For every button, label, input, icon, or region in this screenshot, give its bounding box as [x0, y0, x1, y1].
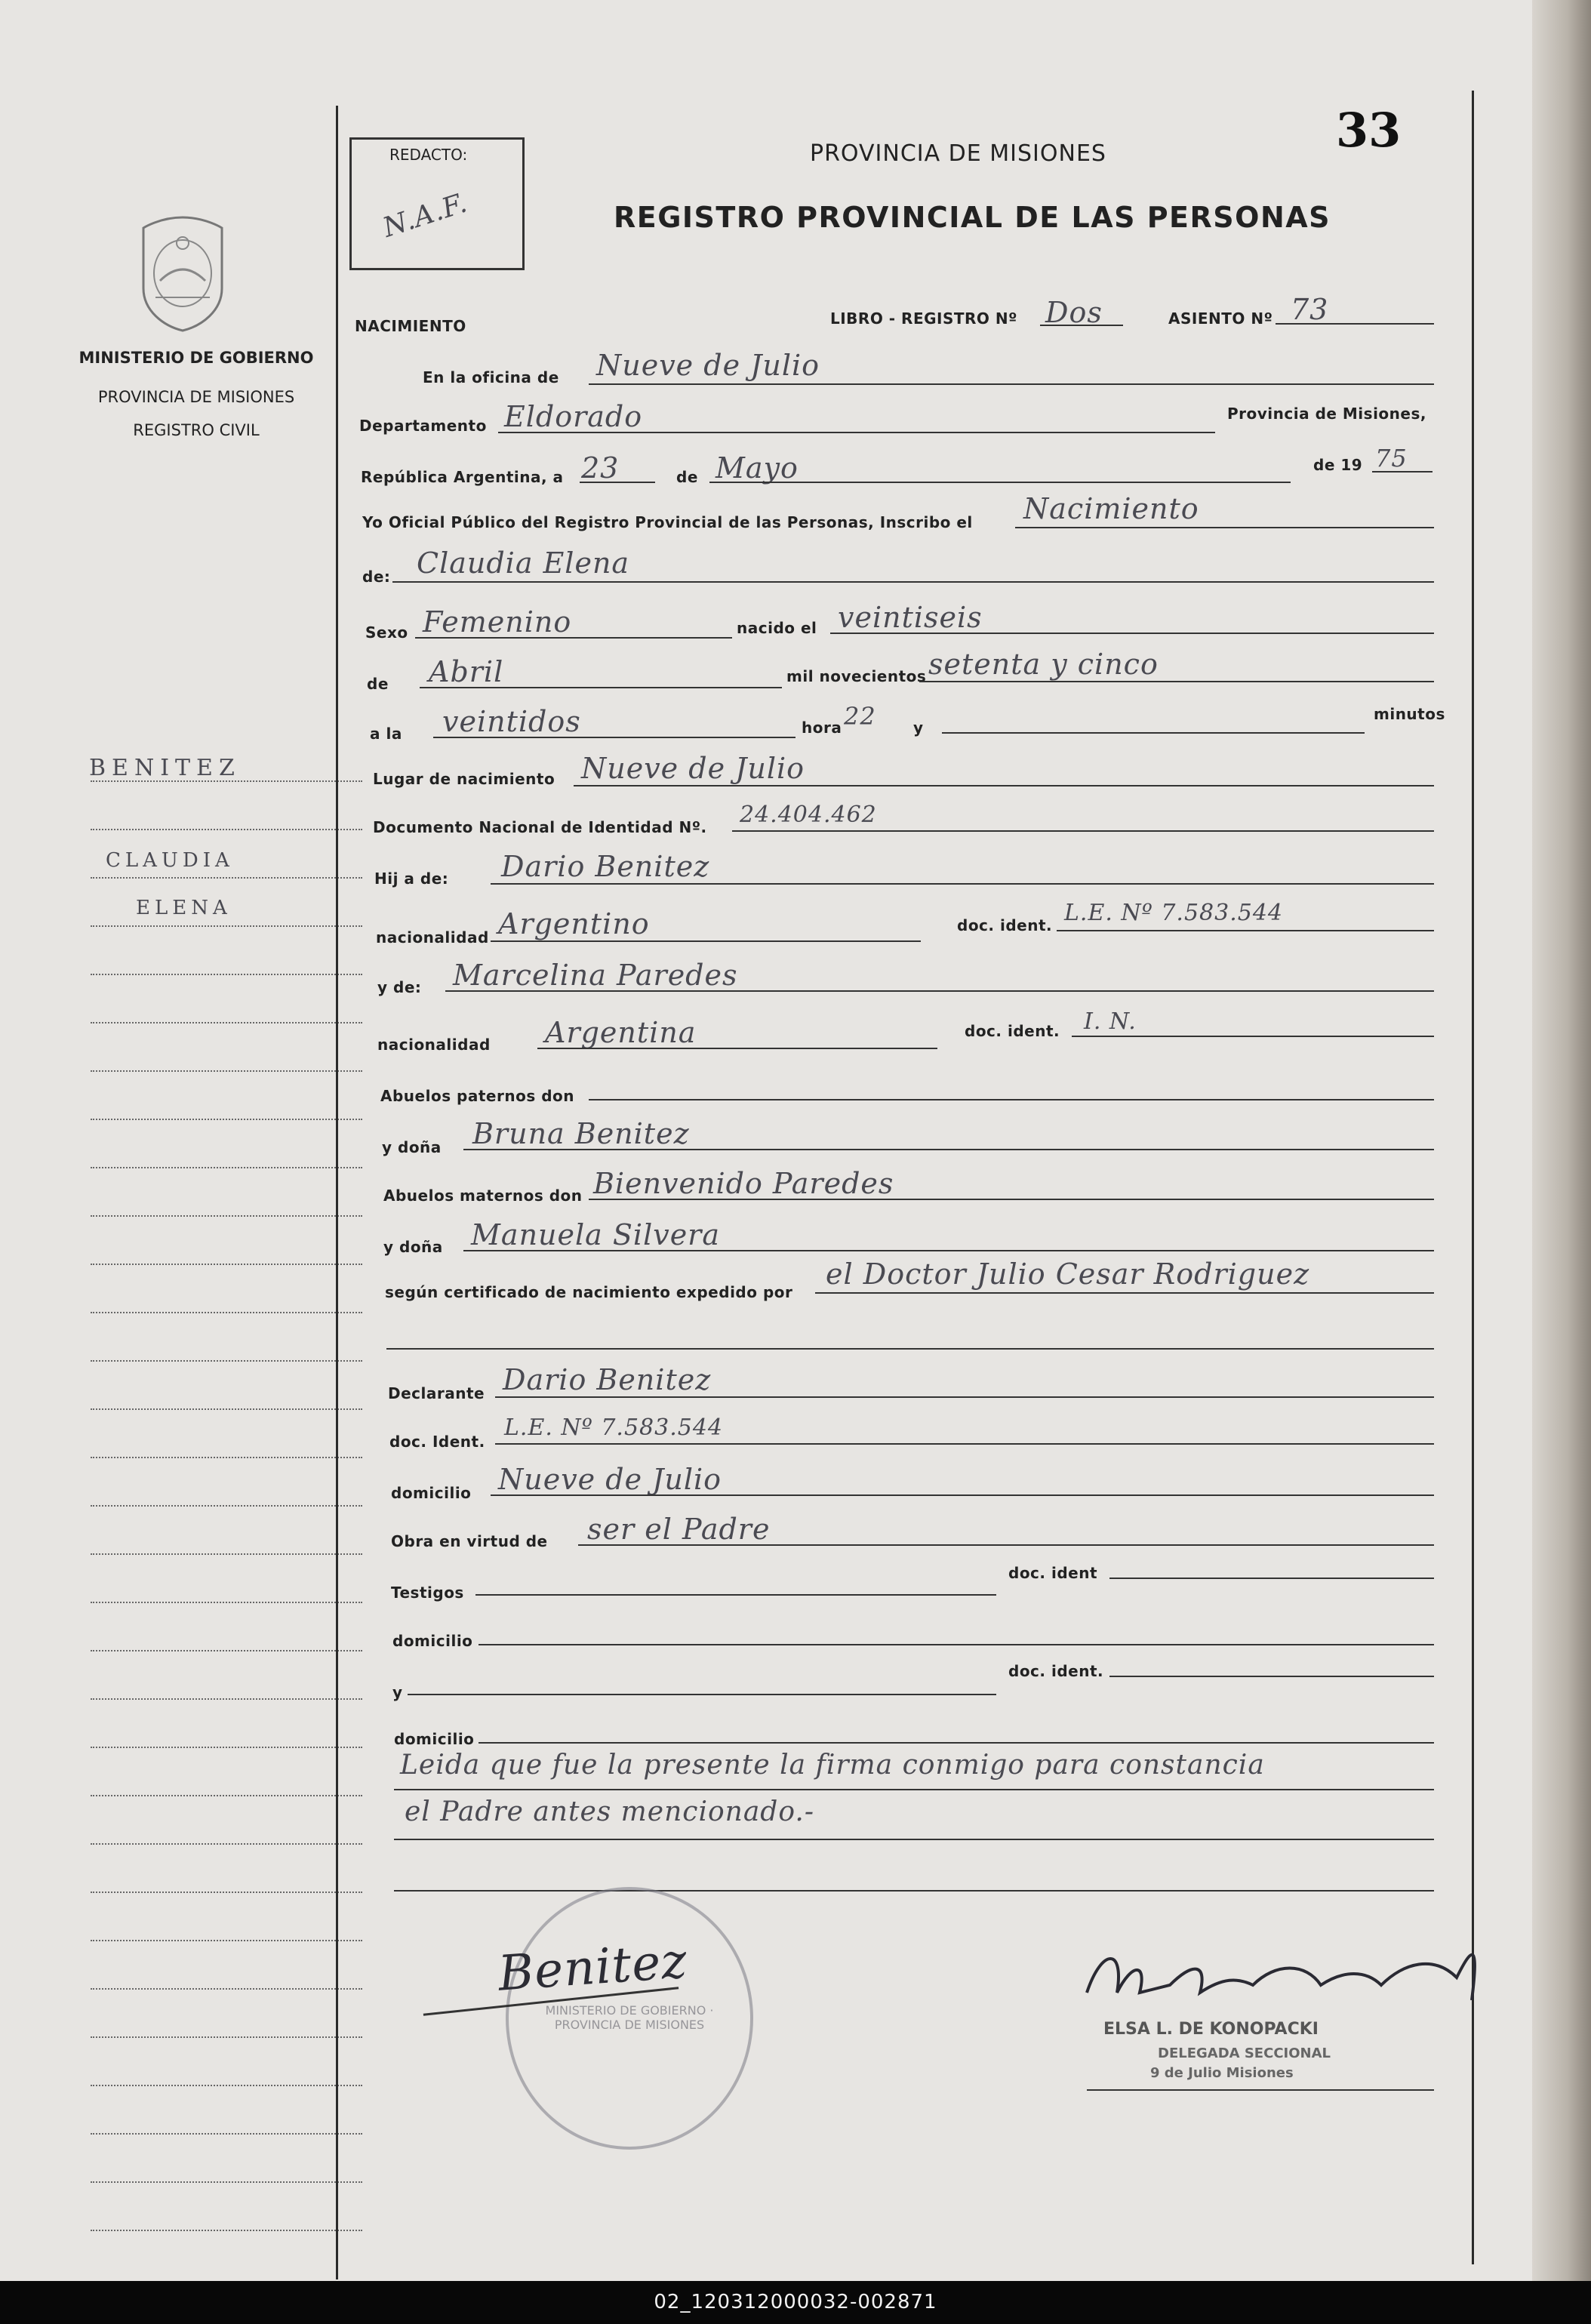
- hora-label: hora: [802, 719, 842, 737]
- coat-of-arms-emblem: [130, 213, 235, 334]
- y-label: y: [913, 719, 924, 737]
- libro-label: LIBRO - REGISTRO Nº: [830, 309, 1017, 328]
- ab-mat-dona: Manuela Silvera: [471, 1218, 721, 1251]
- margin-line: [91, 1698, 362, 1700]
- hora-value: 22: [844, 702, 876, 731]
- y-t2-label: y: [392, 1683, 403, 1701]
- lugar-value: Nueve de Julio: [581, 752, 805, 785]
- doc-ident-t2-label: doc. ident.: [1008, 1662, 1104, 1680]
- margin-line: [91, 1940, 362, 1941]
- margin-line: [91, 829, 362, 830]
- sidebar-province: PROVINCIA DE MISIONES: [97, 388, 295, 406]
- hora-letras-value: veintidos: [442, 705, 581, 738]
- margin-line: [91, 2181, 362, 2183]
- nacido-label: nacido el: [737, 619, 817, 637]
- nac1-value: Argentino: [498, 907, 650, 940]
- margin-line: [91, 877, 362, 879]
- dia-value: 23: [581, 451, 620, 485]
- nacido-mes-value: Abril: [429, 655, 504, 688]
- de-mes-label: de: [367, 675, 389, 693]
- sexo-value: Femenino: [423, 605, 572, 639]
- ab-pat-dona: Bruna Benitez: [472, 1117, 690, 1150]
- margin-line: [91, 1360, 362, 1362]
- page-number: 33: [1336, 103, 1402, 158]
- madre-value: Marcelina Paredes: [453, 959, 738, 992]
- margin-line: [91, 2036, 362, 2038]
- margin-line: [91, 1457, 362, 1458]
- oficina-value: Nueve de Julio: [596, 349, 820, 382]
- y-de-label: y de:: [377, 978, 422, 996]
- oficial-text: Yo Oficial Público del Registro Provincial de las Personas, Inscribo el: [362, 513, 973, 531]
- ab-pat-label: Abuelos paternos don: [380, 1087, 575, 1105]
- ab-mat-label: Abuelos maternos don: [383, 1187, 583, 1205]
- nac1-label: nacionalidad: [376, 928, 489, 947]
- anio-prefix: de 19: [1313, 456, 1363, 474]
- sexo-label: Sexo: [365, 623, 408, 642]
- margin-name-1: CLAUDIA: [106, 849, 234, 872]
- departamento-value: Eldorado: [504, 400, 643, 433]
- margin-line: [91, 1795, 362, 1796]
- oficina-label: En la oficina de: [423, 368, 559, 386]
- obra-label: Obra en virtud de: [391, 1532, 548, 1550]
- ab-mat-don: Bienvenido Paredes: [593, 1167, 894, 1200]
- provincia-suffix: Provincia de Misiones,: [1227, 405, 1426, 423]
- asiento-value: 73: [1291, 293, 1329, 326]
- redacto-box: [349, 137, 525, 270]
- certificado-value: el Doctor Julio Cesar Rodriguez: [826, 1257, 1310, 1291]
- image-id-footer: 02_120312000032-002871: [0, 2281, 1591, 2324]
- domicilio-t1-label: domicilio: [392, 1632, 473, 1650]
- testigos-label: Testigos: [391, 1584, 464, 1602]
- margin-line: [91, 1747, 362, 1748]
- margin-line: [91, 974, 362, 975]
- inscripcion-value: Nacimiento: [1023, 492, 1199, 525]
- padre-value: Dario Benitez: [501, 850, 710, 883]
- de-label: de: [676, 468, 698, 486]
- margin-name-2: ELENA: [136, 897, 232, 919]
- margin-line: [91, 1843, 362, 1845]
- declarante-value: Dario Benitez: [503, 1363, 712, 1396]
- margin-line: [91, 2085, 362, 2086]
- departamento-label: Departamento: [359, 417, 487, 435]
- act-type: NACIMIENTO: [355, 317, 466, 335]
- header-province: PROVINCIA DE MISIONES: [810, 140, 1106, 167]
- official-signature-scribble: [1079, 1932, 1487, 2023]
- margin-line: [91, 925, 362, 927]
- margin-line: [91, 1264, 362, 1265]
- dni-label: Documento Nacional de Identidad Nº.: [373, 818, 707, 836]
- margin-line: [91, 1070, 362, 1072]
- margin-line: [91, 2133, 362, 2135]
- official-stamp-name: ELSA L. DE KONOPACKI: [1103, 2020, 1319, 2039]
- doc-ident-t1-label: doc. ident: [1008, 1564, 1098, 1582]
- anio-value: 75: [1375, 444, 1408, 472]
- observaciones-line-2: el Padre antes mencionado.-: [405, 1796, 814, 1827]
- redacto-value: N.A.F.: [379, 187, 472, 244]
- margin-line: [91, 1602, 362, 1603]
- binding-edge: [1532, 0, 1591, 2281]
- doc2-value: I. N.: [1084, 1008, 1137, 1035]
- official-stamp-role: DELEGADA SECCIONAL: [1158, 2045, 1331, 2061]
- anio-letras-value: setenta y cinco: [928, 648, 1159, 681]
- declarante-signature: Benitez: [496, 1933, 690, 2002]
- official-stamp-place: 9 de Julio Misiones: [1150, 2065, 1294, 2081]
- hijo-label: Hij a de:: [374, 870, 449, 888]
- nombre-value: Claudia Elena: [417, 546, 630, 580]
- margin-line: [91, 1988, 362, 1990]
- margin-line: [91, 1119, 362, 1120]
- libro-value: Dos: [1045, 296, 1103, 329]
- certificado-label: según certificado de nacimiento expedido por: [385, 1283, 793, 1301]
- doc-ident-value: L.E. Nº 7.583.544: [504, 1414, 724, 1441]
- margin-line: [91, 1167, 362, 1168]
- doc-ident-label: doc. Ident.: [389, 1433, 485, 1451]
- domicilio-t2-label: domicilio: [394, 1730, 475, 1748]
- nac2-value: Argentina: [545, 1016, 697, 1049]
- y-dona2-label: y doña: [383, 1238, 443, 1256]
- margin-line: [91, 1553, 362, 1555]
- obra-value: ser el Padre: [587, 1513, 771, 1546]
- margin-surname: BENITEZ: [89, 755, 241, 781]
- margin-line: [91, 1892, 362, 1893]
- asiento-label: ASIENTO Nº: [1168, 309, 1273, 328]
- margin-line: [91, 1215, 362, 1217]
- domicilio-value: Nueve de Julio: [498, 1463, 722, 1496]
- margin-line: [91, 1650, 362, 1651]
- declarante-label: Declarante: [388, 1384, 485, 1402]
- mil-label: mil novecientos: [786, 667, 927, 685]
- page-title: REGISTRO PROVINCIAL DE LAS PERSONAS: [614, 201, 1331, 234]
- doc1-value: L.E. Nº 7.583.544: [1064, 900, 1284, 926]
- margin-line: [91, 1505, 362, 1507]
- margin-line: [91, 1408, 362, 1410]
- government-seal: [506, 1887, 753, 2150]
- domicilio-label: domicilio: [391, 1484, 472, 1502]
- de-nombre-label: de:: [362, 568, 391, 586]
- minutos-label: minutos: [1374, 705, 1445, 723]
- margin-line: [91, 1022, 362, 1023]
- a-la-label: a la: [370, 725, 402, 743]
- left-frame-rule: [336, 106, 338, 2279]
- ministry-name: MINISTERIO DE GOBIERNO: [78, 349, 314, 367]
- margin-line: [91, 2230, 362, 2231]
- y-dona1-label: y doña: [382, 1138, 442, 1156]
- lugar-label: Lugar de nacimiento: [373, 770, 555, 788]
- sidebar-registry: REGISTRO CIVIL: [133, 421, 260, 439]
- redacto-label: REDACTO:: [389, 146, 468, 164]
- republica-label: República Argentina, a: [361, 468, 564, 486]
- observaciones-line-1: Leida que fue la presente la firma conmigo para constancia: [400, 1750, 1265, 1781]
- doc2-label: doc. ident.: [965, 1022, 1060, 1040]
- seal-text: MINISTERIO DE GOBIERNO · PROVINCIA DE MISIONES: [545, 2003, 714, 2032]
- dni-value: 24.404.462: [740, 802, 877, 828]
- doc1-label: doc. ident.: [957, 916, 1053, 934]
- mes-value: Mayo: [715, 451, 799, 485]
- nac2-label: nacionalidad: [377, 1036, 491, 1054]
- margin-line: [91, 1312, 362, 1313]
- nacido-value: veintiseis: [838, 601, 983, 634]
